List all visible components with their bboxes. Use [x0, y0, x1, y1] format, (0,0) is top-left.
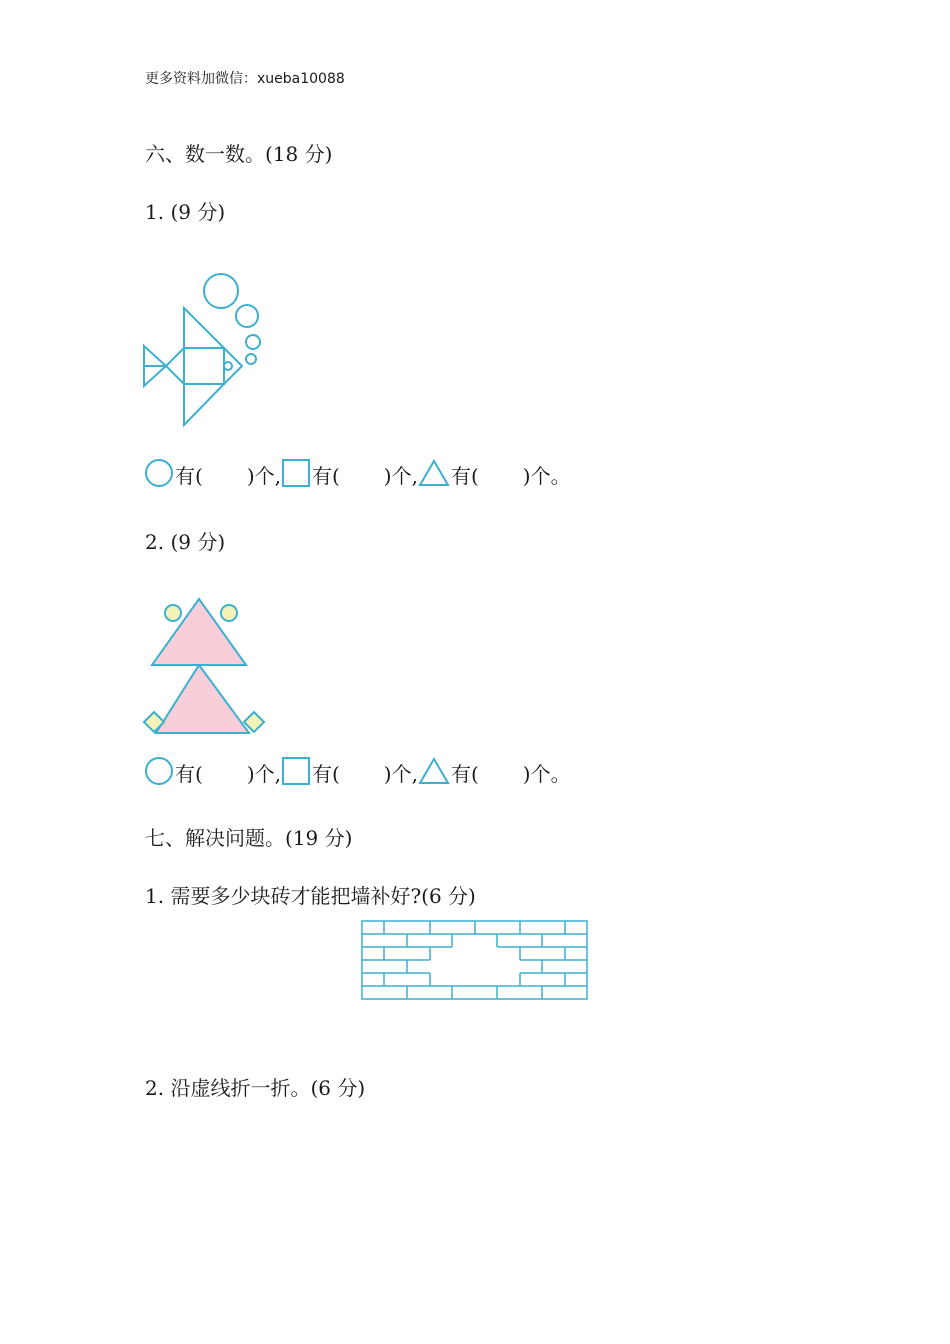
brick-wall-figure — [360, 919, 590, 1001]
bubble-large — [204, 274, 238, 308]
triangle-count-open: 有( — [450, 464, 479, 488]
fish-left-triangle — [166, 348, 184, 384]
circle-count-close: )个, — [246, 762, 281, 786]
section-six-title: 六、数一数。(18 分) — [145, 142, 333, 166]
square-count-open: 有( — [311, 464, 340, 488]
ear-right — [221, 605, 237, 621]
bottom-triangle — [156, 665, 249, 733]
square-icon — [281, 458, 311, 488]
circle-count-close: )个, — [246, 464, 281, 488]
count-line-1 — [144, 456, 571, 488]
circle-icon — [144, 756, 174, 786]
circle-icon — [144, 458, 174, 488]
section-six-q2-label: 2. (9 分) — [145, 530, 226, 554]
fish-top-fin — [184, 308, 224, 348]
circle-count-open: 有( — [175, 762, 203, 786]
circle-count-open: 有( — [175, 464, 203, 488]
bubble-tiny — [246, 354, 256, 364]
ear-left — [165, 605, 181, 621]
section-seven-title: 七、解决问题。(19 分) — [145, 826, 353, 850]
bubble-small — [246, 335, 260, 349]
fish-bottom-fin — [184, 384, 224, 425]
triangle-count-close: )个。 — [522, 464, 571, 488]
section-seven-q2-label: 2. 沿虚线折一折。(6 分) — [145, 1076, 366, 1100]
header-note: 更多资料加微信：xueba10088 — [145, 71, 345, 87]
section-six-q1-label: 1. (9 分) — [145, 200, 226, 224]
square-icon — [281, 756, 311, 786]
triangles-figure — [140, 594, 268, 739]
section-seven-q1-label: 1. 需要多少块砖才能把墙补好?(6 分) — [145, 884, 476, 908]
triangle-count-close: )个。 — [522, 762, 571, 786]
fish-figure — [140, 268, 270, 433]
fish-body-square — [184, 348, 224, 384]
triangle-icon — [418, 756, 450, 786]
square-count-close: )个, — [383, 464, 418, 488]
fish-eye — [224, 362, 232, 370]
square-count-close: )个, — [383, 762, 418, 786]
square-count-open: 有( — [311, 762, 340, 786]
triangle-count-open: 有( — [450, 762, 479, 786]
triangle-icon — [418, 458, 450, 488]
count-line-2 — [144, 754, 571, 786]
bubble-medium — [236, 305, 258, 327]
